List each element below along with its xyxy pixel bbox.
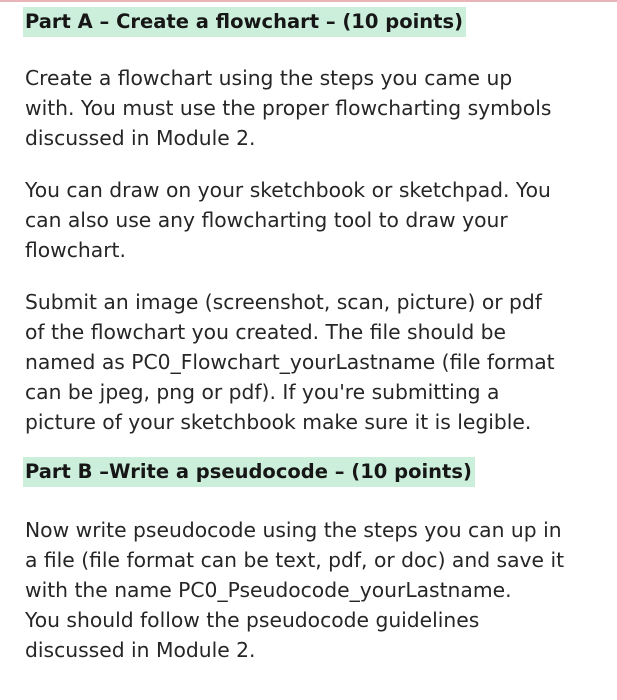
text-line: can also use any flowcharting tool to draw your [25, 208, 508, 232]
part-a-paragraph-1 [23, 63, 613, 153]
assignment-instructions [23, 0, 613, 665]
text-line: flowchart. [25, 238, 126, 262]
text-line: Now write pseudocode using the steps you can up in [25, 518, 562, 542]
part-a-heading: Part A – Create a flowchart – (10 points) [23, 7, 466, 37]
text-line: You can draw on your sketchbook or sketchpad. You [25, 178, 551, 202]
text-line: with. You must use the proper flowcharting symbols [25, 96, 552, 120]
text-line: can be jpeg, png or pdf). If you're submitting a [25, 380, 500, 404]
text-line: discussed in Module 2. [25, 126, 256, 150]
text-line: picture of your sketchbook make sure it is legible. [25, 410, 532, 434]
part-b-heading-row [23, 457, 613, 487]
text-line: Submit an image (screenshot, scan, picture) or pdf [25, 290, 542, 314]
part-a-paragraph-2 [23, 175, 613, 265]
text-line: Create a flowchart using the steps you came up [25, 66, 513, 90]
text-line: of the flowchart you created. The file should be [25, 320, 507, 344]
text-line: with the name PC0_Pseudocode_yourLastname. [25, 578, 512, 602]
part-b-heading: Part B –Write a pseudocode – (10 points) [23, 457, 475, 487]
text-line: a file (file format can be text, pdf, or doc) and save it [25, 548, 565, 572]
part-a-paragraph-3 [23, 287, 613, 437]
part-b-paragraph-1 [23, 515, 613, 665]
text-line: discussed in Module 2. [25, 638, 256, 662]
text-line: You should follow the pseudocode guidelines [25, 608, 480, 632]
text-line: named as PC0_Flowchart_yourLastname (file format [25, 350, 555, 374]
